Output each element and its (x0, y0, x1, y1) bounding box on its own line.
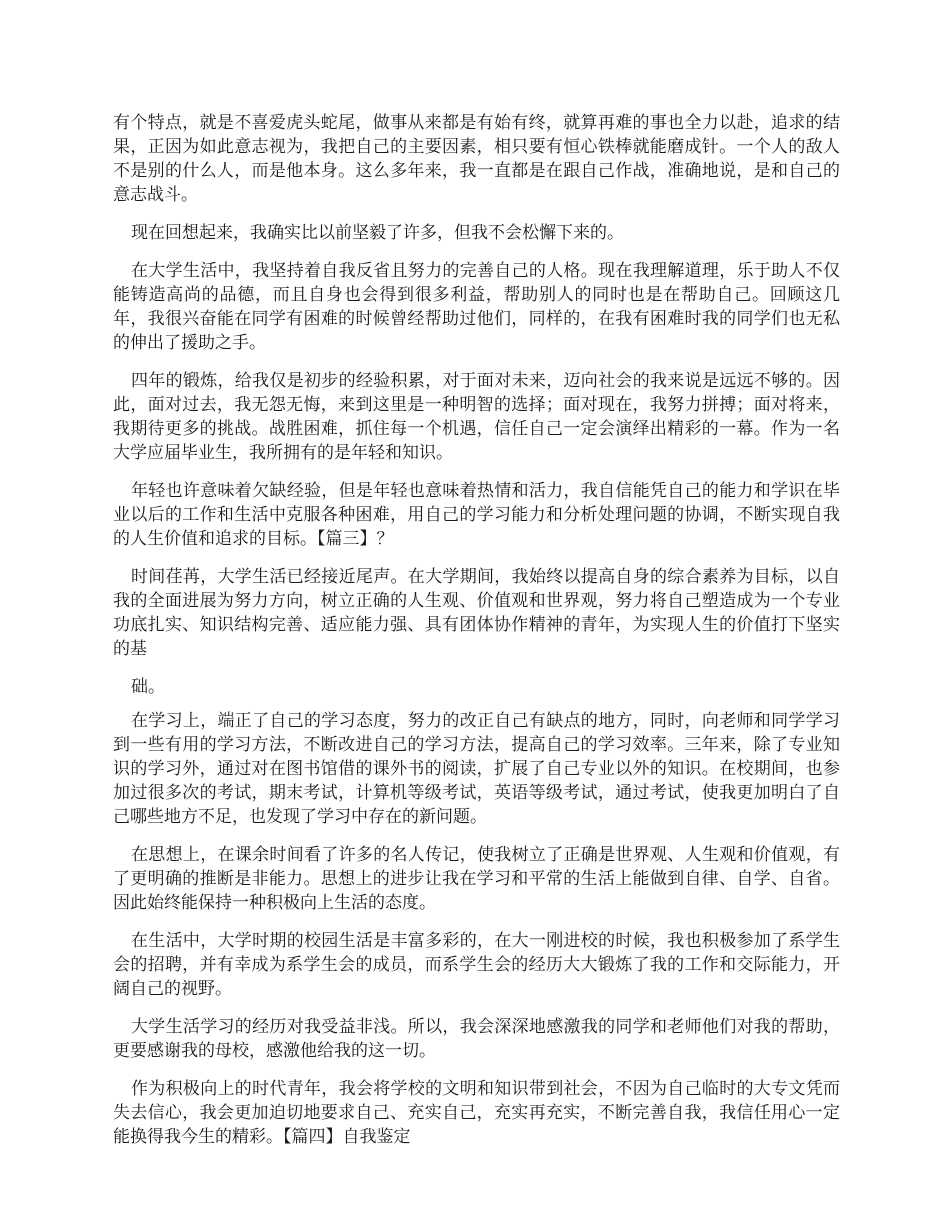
paragraph: 在学习上，端正了自己的学习态度，努力的改正自己有缺点的地方，同时，向老师和同学学习到一些有用的学习方法，不断改进自己的学习方法，提高自己的学习效率。三年来，除了专业知识的学习外，通过对在图书馆借的课外书的阅读，扩展了自己专业以外的知识。在校期间，也参加过很多次的考试，期末考试，计算机等级考试，英语等级考试，通过考试，使我更加明白了自己哪些地方不足，也发现了学习中存在的新问题。 (113, 711, 840, 827)
paragraph: 础。 (131, 677, 165, 697)
paragraph: 大学生活学习的经历对我受益非浅。所以，我会深深地感激我的同学和老师他们对我的帮助，更要感谢我的母校，感激他给我的这一切。 (113, 1017, 840, 1061)
document-body (113, 111, 840, 1163)
paragraph: 四年的锻炼，给我仅是初步的经验积累，对于面对未来，迈向社会的我来说是远远不够的。因此，面对过去，我无怨无悔，来到这里是一种明智的选择；面对现在，我努力拼搏；面对将来，我期待更多的挑战。战胜困难，抓住每一个机遇，信任自己一定会演绎出精彩的一幕。作为一名大学应届毕业生，我所拥有的是年轻和知识。 (113, 371, 840, 463)
paragraph: 有个特点，就是不喜爱虎头蛇尾，做事从来都是有始有终，就算再难的事也全力以赴，追求的结果，正因为如此意志视为，我把自己的主要因素，相只要有恒心铁棒就能磨成针。一个人的敌人不是别的什么人，而是他本身。这么多年来，我一直都是在跟自己作战，准确地说，是和自己的意志战斗。 (113, 113, 840, 205)
paragraph: 在思想上，在课余时间看了许多的名人传记，使我树立了正确是世界观、人生观和价值观，有了更明确的推断是非能力。思想上的进步让我在学习和平常的生活上能做到自律、自学、自省。因此始终能保持一种积极向上生活的态度。 (113, 845, 840, 913)
paragraph: 现在回想起来，我确实比以前坚毅了许多，但我不会松懈下来的。 (131, 223, 624, 243)
paragraph: 在大学生活中，我坚持着自我反省且努力的完善自己的人格。现在我理解道理，乐于助人不仅能铸造高尚的品德，而且自身也会得到很多利益，帮助别人的同时也是在帮助自己。回顾这几年，我很兴奋能在同学有困难的时候曾经帮助过他们，同样的，在我有困难时我的同学们也无私的伸出了援助之手。 (113, 261, 840, 353)
paragraph: 在生活中，大学时期的校园生活是丰富多彩的，在大一刚进校的时候，我也积极参加了系学生会的招聘，并有幸成为系学生会的成员，而系学生会的经历大大锻炼了我的工作和交际能力，开阔自己的视野。 (113, 931, 840, 999)
paragraph: 作为积极向上的时代青年，我会将学校的文明和知识带到社会，不因为自己临时的大专文凭而失去信心，我会更加迫切地要求自己、充实自己，充实再充实，不断完善自我，我信任用心一定能换得我今生的精彩。【篇四】自我鉴定 (113, 1079, 840, 1147)
paragraph: 时间荏苒，大学生活已经接近尾声。在大学期间，我始终以提高自身的综合素养为目标，以自我的全面进展为努力方向，树立正确的人生观、价值观和世界观，努力将自己塑造成为一个专业功底扎实、知识结构完善、适应能力强、具有团体协作精神的青年，为实现人生的价值打下坚实的基 (113, 567, 840, 659)
paragraph: 年轻也许意味着欠缺经验，但是年轻也意味着热情和活力，我自信能凭自己的能力和学识在毕业以后的工作和生活中克服各种困难，用自己的学习能力和分析处理问题的协调，不断实现自我的人生价值和追求的目标。【篇三】？ (113, 481, 840, 549)
